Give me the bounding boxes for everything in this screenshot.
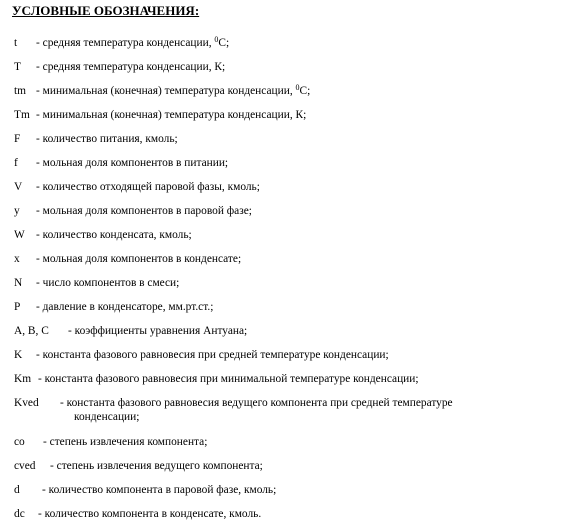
entry-description: - количество отходящей паровой фазы, кмоль; xyxy=(36,181,260,193)
entry-symbol: V xyxy=(14,181,23,193)
entry-symbol: d xyxy=(14,484,20,496)
entry-description: - количество компонента в конденсате, кмоль. xyxy=(38,508,262,520)
entry-symbol: K xyxy=(14,349,23,361)
entry-symbol: f xyxy=(14,157,18,169)
entry-symbol: x xyxy=(14,253,20,265)
entry-description: - давление в конденсаторе, мм.рт.ст.; xyxy=(36,301,214,313)
entry-symbol: cved xyxy=(14,460,36,472)
entry-description-continuation: конденсации; xyxy=(74,411,140,423)
entry-description: - число компонентов в смеси; xyxy=(36,277,180,289)
entry-description: - мольная доля компонентов в паровой фазе; xyxy=(36,205,252,217)
entry-symbol: y xyxy=(14,205,20,217)
entry-description: - количество питания, кмоль; xyxy=(36,133,178,145)
entry-symbol: tm xyxy=(14,85,27,97)
entry-description: - количество конденсата, кмоль; xyxy=(36,229,192,241)
entry-symbol: W xyxy=(14,229,25,241)
entry-description: - средняя температура конденсации, $^0$С; xyxy=(36,35,230,49)
entry-description: - константа фазового равновесия при средней температуре конденсации; xyxy=(36,349,389,361)
entry-symbol: dc xyxy=(14,508,25,520)
entry-description: - количество компонента в паровой фазе, кмоль; xyxy=(42,484,277,496)
entry-description: - константа фазового равновесия ведущего компонента при средней температуре xyxy=(60,397,453,409)
entry-description: - минимальная (конечная) температура конденсации, $^0$С; xyxy=(36,83,311,97)
entry-symbol: Kved xyxy=(14,397,39,409)
entry-symbol: t xyxy=(14,37,18,49)
entry-symbol: F xyxy=(14,133,21,145)
legend-title: УСЛОВНЫЕ ОБОЗНАЧЕНИЯ: xyxy=(12,3,200,18)
entry-symbol: co xyxy=(14,436,25,448)
entry-description: - степень извлечения компонента; xyxy=(43,436,208,448)
entry-description: - степень извлечения ведущего компонента; xyxy=(50,460,263,472)
entry-description: - константа фазового равновесия при минимальной температуре конденсации; xyxy=(38,373,419,385)
entry-symbol: T xyxy=(14,61,21,73)
entry-description: - мольная доля компонентов в питании; xyxy=(36,157,229,169)
entry-description: - средняя температура конденсации, К; xyxy=(36,61,226,73)
entry-description: - мольная доля компонентов в конденсате; xyxy=(36,253,242,265)
entry-description: - минимальная (конечная) температура конденсации, К; xyxy=(36,109,307,121)
entry-symbol: Tm xyxy=(14,109,30,121)
entry-symbol: P xyxy=(14,301,21,313)
entry-symbol: A, B, C xyxy=(14,325,49,337)
entry-symbol: N xyxy=(14,277,23,289)
entry-description: - коэффициенты уравнения Антуана; xyxy=(68,325,248,337)
entry-symbol: Km xyxy=(14,373,32,385)
